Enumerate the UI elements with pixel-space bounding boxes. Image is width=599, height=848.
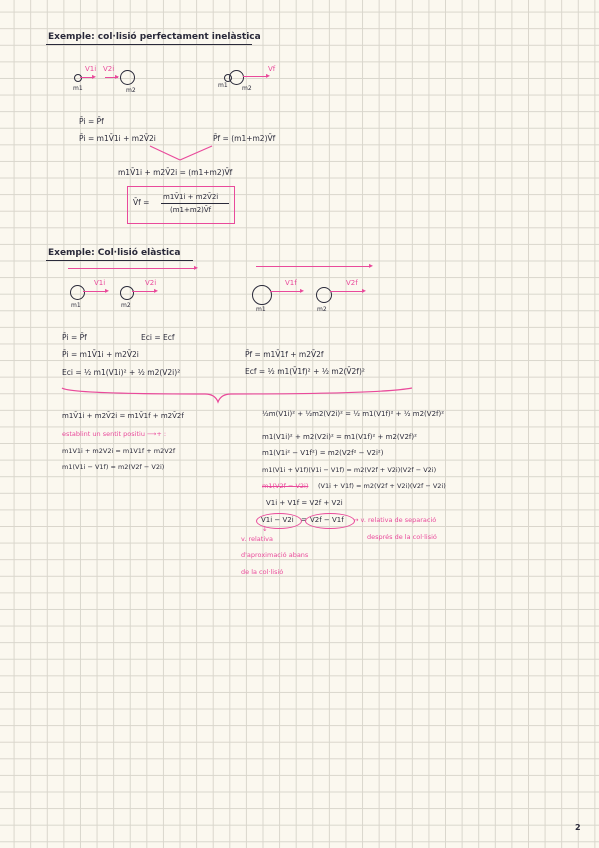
v1f-arrowhead-icon: ▸ (300, 286, 305, 295)
v2i-arrow-2 (132, 291, 156, 292)
v1i-arrow-2 (83, 291, 107, 292)
m1b-label-2: m1 (256, 306, 266, 313)
mass-m2b-ball-2 (316, 287, 332, 303)
m2-label-2: m2 (121, 302, 131, 309)
v2i-arrowhead-icon: ▸ (115, 72, 120, 81)
v1i-label: V1i (85, 65, 97, 73)
relative-equals: = (301, 516, 307, 524)
v1i-arrowhead-2-icon: ▸ (105, 286, 110, 295)
v1i-arrowhead-icon: ▸ (92, 72, 97, 81)
v2i-arrowhead-2-icon: ▸ (154, 286, 159, 295)
approach-velocity-note-2: d'aproximació abans (241, 551, 309, 559)
final-velocity-lhs: V̄f = (133, 198, 150, 207)
mass-m1b-ball-2 (252, 285, 272, 305)
mass-m2-ball-2 (120, 286, 134, 300)
combined-momentum-eq: m1V̄1i + m2V̄2i = (m1+m2)V̄f (118, 168, 233, 177)
m2-label: m2 (126, 87, 136, 94)
v2i-label: V2i (103, 65, 115, 73)
right-derivation-line-3: m1(V1i² − V1f²) = m2(V2f² − V2i²) (262, 449, 384, 457)
right-derivation-line-6: V1i + V1f = V2f + V2i (266, 499, 343, 507)
positive-arrowhead-left-icon: ▸ (194, 263, 199, 272)
fraction-bar (161, 203, 229, 204)
v2f-arrow (330, 291, 364, 292)
approach-velocity-note-3: de la col·lisió (241, 568, 284, 576)
left-derivation-line-3: m1(V1i − V1f) = m2(V2f − V2i) (62, 463, 165, 471)
left-derivation-line-2: m1V1i + m2V2i = m1V1f + m2V2f (62, 447, 176, 455)
v1i-label-2: V1i (94, 279, 106, 287)
v1f-arrow (270, 291, 302, 292)
initial-momentum-eq-2: P̄i = m1V̄1i + m2V̄2i (62, 350, 139, 359)
final-momentum-eq-2: P̄f = m1V̄1f + m2V̄2f (245, 350, 324, 359)
cancelled-term: m1(V2f − V2i) (262, 482, 309, 490)
initial-momentum-eq: P̄i = m1V̄1i + m2V̄2i (79, 134, 156, 143)
energy-conservation-eq: Eci = Ecf (141, 333, 175, 342)
separation-velocity-note-2: després de la col·lisió (367, 533, 437, 541)
vf-label: Vf (268, 65, 276, 73)
section1-title: Exemple: col·lisió perfectament inelàstica (48, 32, 261, 42)
v2f-label: V2f (346, 279, 358, 287)
final-momentum-eq: P̄f = (m1+m2)V̄f (213, 134, 276, 143)
momentum-conservation-eq: P̄i = P̄f (79, 117, 104, 126)
left-derivation-line-1: m1V̄1i + m2V̄2i = m1V̄1f + m2V̄2f (62, 412, 184, 420)
section2-title-underline (46, 260, 193, 261)
final-velocity-denominator: (m1+m2)V̄f (170, 206, 212, 214)
v1f-label: V1f (285, 279, 297, 287)
m2b-label-2: m2 (317, 306, 327, 313)
relative-approach-expression: V1i − V2i (261, 516, 294, 524)
relative-separation-expression: V2f − V1f (310, 516, 344, 524)
mass-m1-ball-2 (70, 285, 85, 300)
right-derivation-line-1: ½m(V1i)² + ½m2(V2i)² = ½ m1(V1f)² + ½ m2(V2f)² (262, 410, 445, 418)
separation-velocity-note: → v. relativa de separació (353, 516, 437, 524)
initial-kinetic-energy-eq: Eci = ½ m1(V1i)² + ½ m2(V2i)² (62, 368, 181, 377)
v2i-label-2: V2i (145, 279, 157, 287)
final-velocity-numerator: m1V̄1i + m2V̄2i (163, 193, 219, 201)
sign-convention-note: establint un sentit positiu ⟶+ : (62, 430, 167, 438)
positive-direction-arrow-right (256, 266, 371, 267)
right-derivation-line-5: (V1i + V1f) = m2(V2f + V2i)(V2f − V2i) (318, 482, 446, 490)
positive-arrowhead-right-icon: ▸ (369, 261, 374, 270)
page-number: 2 (575, 823, 581, 832)
approach-pointer-icon: ↓ (262, 525, 268, 533)
right-derivation-line-4: m1(V1i + V1f)(V1i − V1f) = m2(V2f + V2i)(V2f − V2i) (262, 466, 437, 474)
approach-velocity-note-1: v. relativa (241, 535, 273, 543)
momentum-conservation-eq-2: P̄i = P̄f (62, 333, 87, 342)
m1b-label: m1 (218, 82, 228, 89)
final-kinetic-energy-eq: Ecf = ½ m1(V̄1f)² + ½ m2(V̄2f)² (245, 367, 365, 376)
section2-title: Exemple: Col·lisió elàstica (48, 248, 181, 258)
m2b-label: m2 (242, 85, 252, 92)
right-derivation-line-2: m1(V1i)² + m2(V2i)² = m1(V1f)² + m2(V2f)² (262, 433, 417, 441)
v2f-arrowhead-icon: ▸ (362, 286, 367, 295)
vf-arrowhead-icon: ▸ (266, 71, 271, 80)
positive-direction-arrow-left (68, 268, 196, 269)
m1-label-2: m1 (71, 302, 81, 309)
m1-label: m1 (73, 85, 83, 92)
